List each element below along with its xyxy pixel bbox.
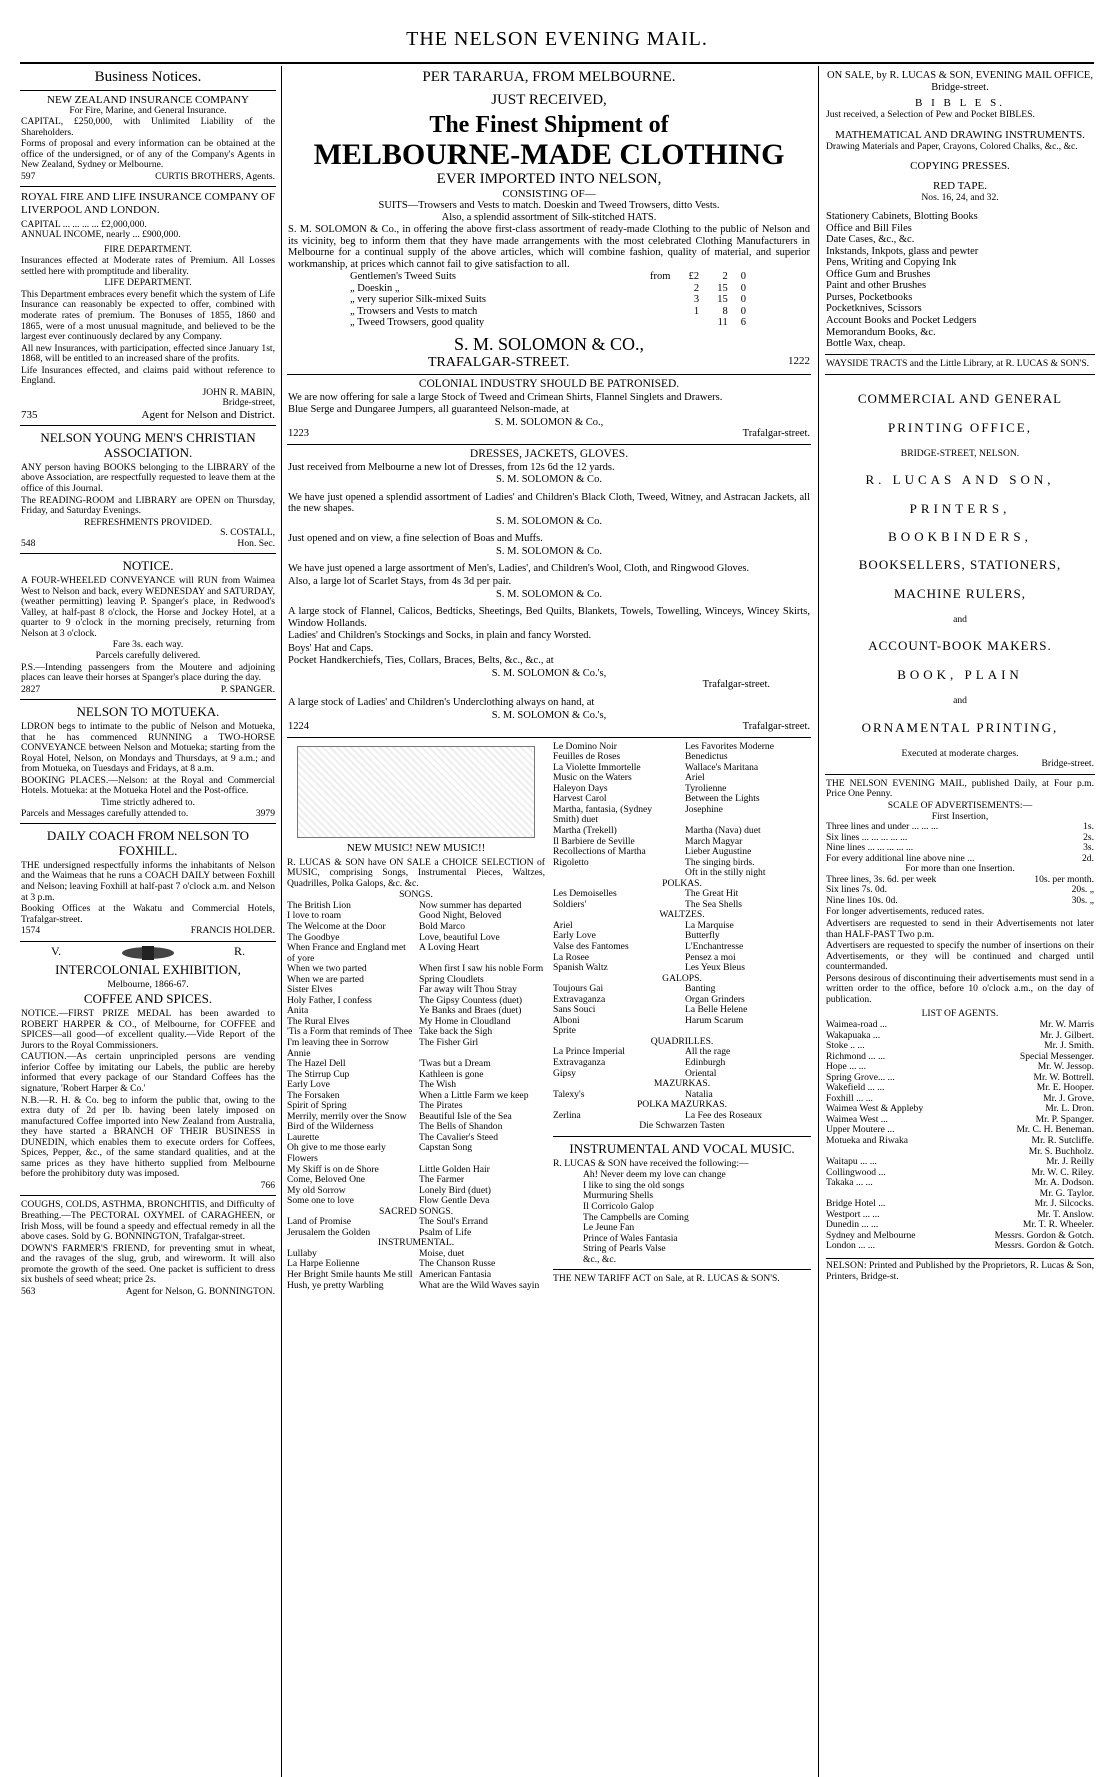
price-shillings: 15 [717, 282, 728, 294]
agents-list [826, 1020, 1094, 1252]
list-item: Prince of Wales Fantasia [583, 1232, 678, 1244]
list-item: Oh give to me those early Flowers [287, 1142, 386, 1164]
polkas-list [553, 889, 811, 910]
list-item: Lieber Augustine [685, 846, 752, 858]
list-item: Sans Souci [553, 1004, 596, 1016]
agent-row-label: Waimea West ... [826, 1113, 888, 1125]
list-item: 'Tis a Form that reminds of Thee [287, 1026, 413, 1038]
agent-row-value: Mr. W. C. Riley. [1031, 1166, 1094, 1178]
agent-row-value: Mr. J. Smith. [1044, 1040, 1094, 1052]
dresses-ad: DRESSES, JACKETS, GLOVES. Just received from Melbourne a new lot of Dresses, from 12s 6d the 12 yards. S. M. SOLOMON & Co. We have just opened a splendid assortment of Ladies' and Children's Black Cloth, Tweed, Witney, and Astracan Jackets, all the new shapes. S. M. SOLOMON & Co. Just opened and on view, a fine selection of Boas and Muffs. S. M. SOLOMON & Co. We have just opened a large assortment of Men's, Ladies', and Children's Wool, Cloth, and Ringwood Gloves. Also, a large lot of Scarlet Stays, from 4s 3d per pair. S. M. SOLOMON & Co. A large stock of Flannel, Calicos, Bedticks, Sheetings, Bed Quilts, Blankets, Towels, Towelling, Winceys, Wincey Skirts, Window Hollands. Ladies' and Children's Stockings and Socks, in plain and fancy Worsted. Boys' Hat and Caps. Pocket Handkerchiefs, Ties, Collars, Braces, Belts, &c., &c., at S. M. SOLOMON & Co.'s, Trafalgar-street. A large stock of Ladies' and Children's Underclothing always on hand, at S. M. SOLOMON & Co.'s, 1224 Trafalgar-street. [287, 445, 811, 738]
coughs-ad: COUGHS, COLDS, ASTHMA, BRONCHITIS, and Difficulty of Breathing.—The PECTORAL OXYMEL of CARAGHEEN, or Irish Moss, will be found a speedy and effectual remedy in all the above cases. Sold by G. BONNINGTON, Trafalgar-street. DOWN'S FARMER'S FRIEND, for preventing smut in wheat, and the ravages of the slug, grub, and wireworm. It will also promote the growth of the seed. One packet is sufficient to dress six bushels of seed wheat; price 2s. 563 Agent for Nelson, G. BONNINGTON. [21, 1199, 275, 1297]
list-item: Psalm of Life [419, 1226, 472, 1238]
list-item: The Forsaken [287, 1089, 340, 1101]
music-left-subcolumn: NEW MUSIC! NEW MUSIC!! R. LUCAS & SON have ON SALE a CHOICE SELECTION of MUSIC, comprising Songs, Instrumental Pieces, Waltzes, Quadrilles, Polka Galops, &c. &c. SONGS. The British Lion Now summer has departed I love to roam Good Night, Beloved The Welcome at the Door Bold Marco The Goodbye Love, beautiful Love When France and England met of yore A Loving Heart When we two parted When first I saw his noble Form When we are parted Spring Cloudlets Sister Elves Far away wilt Thou Stray Holy Father, I confess The Gipsy Countess (duet) Anita Ye Banks and Braes (duet) The Rural Elves My Home in Cloudland 'Tis a Form that reminds of Thee Take back the Sigh I'm leaving thee in Sorrow Annie The Fisher Girl The Hazel Dell 'Twas but a Dream The Stirrup Cup Kathleen is gone Early Love The Wish The Forsaken When a Little Farm we keep Spirit of Spring The Pirates Merrily, merrily over the Snow Beautiful Isle of the Sea Bird of the Wilderness The Bells of Shandon Laurette The Cavalier's Steed Oh give to me those early Flowers Capstan Song My Skiff is on de Shore Little Golden Hair Come, Beloved One The Farmer My old Sorrow Lonely Bird (duet) Some one to love Flow Gentle Deva SACRED SONGS. Land of Promise The Soul's Errand Jerusalem the Golden Psalm of Life INSTRUMENTAL. Lullaby Moise, duet La Harpe Eolienne The Chanson Russe Her Bright Smile haunts Me still American Fantasia Hush, ye pretty Warbling What are the Wild Waves sayin [287, 742, 545, 1292]
list-item: Le Jeune Fan [583, 1222, 635, 1234]
list-item: The Wish [419, 1079, 457, 1091]
price-pounds [672, 317, 701, 329]
list-item: What are the Wild Waves sayin [419, 1279, 540, 1291]
list-item: The singing birds. [685, 856, 755, 868]
rate-row-value: 1s. [1083, 821, 1094, 833]
price-pounds: 2 [693, 282, 700, 294]
printing-office-ad: COMMERCIAL AND GENERAL PRINTING OFFICE, BRIDGE-STREET, NELSON. R. LUCAS AND SON, PRINTERS, BOOKBINDERS, BOOKSELLERS, STATIONERS, MACHINE RULERS, and ACCOUNT-BOOK MAKERS. BOOK, PLAIN and ORNAMENTAL PRINTING, Executed at moderate charges. Bridge-street. [825, 375, 1095, 775]
list-item: La Marquise [685, 919, 734, 931]
list-item: Pens, Writing and Copying Ink [826, 257, 957, 269]
rate-row-label: Three lines and under ... ... ... [826, 821, 939, 833]
list-item: Extravaganza [553, 993, 606, 1005]
list-item: Benedictus [685, 751, 728, 763]
list-item: Account Books and Pocket Ledgers [826, 315, 977, 327]
list-item: Love, beautiful Love [419, 931, 500, 943]
price-row [348, 317, 748, 329]
list-item: Extravaganza [553, 1057, 606, 1068]
list-item: Oft in the stilly night [685, 867, 766, 879]
rate-row-value: 2s. [1083, 831, 1094, 843]
tariff-notice: THE NEW TARIFF ACT on Sale, at R. LUCAS & SON'S. [553, 1273, 780, 1285]
agent-row [826, 1041, 1094, 1052]
price-row [348, 271, 748, 283]
list-item: L'Enchantresse [685, 940, 744, 952]
list-item: Edinburgh [685, 1057, 726, 1068]
list-item: Between the Lights [685, 793, 760, 805]
list-item: Kathleen is gone [419, 1068, 484, 1080]
list-item: String of Pearls Valse [583, 1243, 666, 1255]
list-item: When a Little Farm we keep [419, 1089, 529, 1101]
list-item: Land of Promise [287, 1216, 351, 1228]
agent-row [826, 1241, 1094, 1252]
agent-row [826, 1020, 1094, 1031]
agent-row-value: Mr. W. Marris [1039, 1018, 1094, 1030]
instrumental-list [287, 1249, 545, 1291]
price-item: „ Doeskin „ [350, 282, 400, 294]
list-item: The Fisher Girl [419, 1036, 479, 1048]
price-item: „ Trowsers and Vests to match [350, 305, 478, 317]
list-item: Spring Cloudlets [419, 973, 484, 985]
list-item: Tyrolienne [685, 782, 727, 794]
column-divider-left [281, 66, 282, 1777]
agent-row-label: Foxhill ... ... [826, 1092, 873, 1104]
list-item: The Gipsy Countess (duet) [419, 994, 523, 1006]
list-item: My old Sorrow [287, 1184, 346, 1196]
list-item: Far away wilt Thou Stray [419, 984, 517, 996]
list-item: Lullaby [287, 1247, 317, 1259]
list-item: Soldiers' [553, 898, 587, 910]
list-item: The Great Hit [685, 888, 739, 900]
price-from [624, 317, 672, 329]
list-item: Talexy's [553, 1088, 585, 1100]
list-item: When we are parted [287, 973, 364, 985]
list-item: The Pirates [419, 1100, 463, 1112]
list-item: Martha (Nava) duet [685, 824, 761, 836]
list-item: Moise, duet [419, 1247, 465, 1259]
agent-row-label: Westport ... ... [826, 1208, 880, 1220]
agent-row-value: Mr. J. Gilbert. [1039, 1029, 1094, 1041]
list-item: The Cavalier's Steed [419, 1131, 498, 1143]
list-item: A Loving Heart [419, 942, 480, 954]
list-item: Les Yeux Bleus [685, 962, 745, 974]
list-item: Josephine [685, 803, 723, 815]
list-item: Pensez a moi [685, 951, 736, 963]
price-from [624, 306, 672, 318]
list-item: Feuilles de Roses [553, 751, 621, 763]
agent-row-label: Wakapuaka ... [826, 1029, 881, 1041]
price-from [624, 283, 672, 295]
month-rate-row-value: 10s. per month. [1034, 873, 1094, 885]
list-item: The British Lion [287, 899, 351, 911]
list-item: Laurette [287, 1131, 319, 1143]
list-item: March Magyar [685, 835, 743, 847]
agent-row-value: Mr. L. Dron. [1045, 1103, 1094, 1115]
agent-row-value: Mr. J. Reilly [1046, 1156, 1094, 1168]
list-item: I'm leaving thee in Sorrow Annie [287, 1036, 389, 1059]
list-item: Bold Marco [419, 920, 466, 932]
list-item: Some one to love [287, 1195, 354, 1207]
price-shillings: 15 [717, 294, 728, 306]
waltzes-list [553, 921, 811, 974]
list-item: Ye Banks and Braes (duet) [419, 1005, 522, 1017]
agent-row-label: Wakefield ... ... [826, 1082, 885, 1094]
melbourne-clothing-ad: PER TARARUA, FROM MELBOURNE. JUST RECEIVED, The Finest Shipment of MELBOURNE-MADE CLOTHING EVER IMPORTED INTO NELSON, CONSISTING OF— SUITS—Trowsers and Vests to match. Doeskin and Tweed Trowsers, ditto Vests. Also, a splendid assortment of Silk-stitched HATS. S. M. SOLOMON & Co., in offering the above first-class assortment of ready-made Clothing to the public of Nelson and its vicinity, beg to inform them that they have made arrangements with the most celebrated Clothing Manufacturers in Melbourne for a continual supply of the above articles, which will combine fashion, quality of material, and superior workmanship, at prices which cannot fail to give satisfaction to all. Gentlemen's Tweed Suits from £2 2 0 „ Doeskin „ 2 15 0 „ very superior Silk-mixed Suits 3 15 0 „ Trowsers and Vests to match 1 8 0 „ Tweed Trowsers, good quality 11 6 S. M. SOLOMON & CO., TRAFALGAR-STREET. 1222 [287, 66, 811, 375]
royal-arms-icon [118, 945, 178, 961]
agent-row-label: Waimea West & Appleby [826, 1103, 924, 1115]
list-item: Flow Gentle Deva [419, 1195, 490, 1207]
list-item: Pocketknives, Scissors [826, 303, 922, 315]
price-row [348, 294, 748, 306]
agent-row-label: Waitapu ... ... [826, 1156, 877, 1168]
list-item: Recollections of Martha [553, 846, 646, 858]
list-item: Office Gum and Brushes [826, 268, 931, 280]
agent-row-value: Mr. A. Dodson. [1034, 1177, 1094, 1189]
month-rate-row-value: 30s. „ [1071, 894, 1094, 906]
agent-row-label: London ... ... [826, 1240, 876, 1252]
list-item: Now summer has departed [419, 899, 522, 911]
list-item: The Hazel Dell [287, 1058, 346, 1070]
clothing-price-list [348, 271, 748, 329]
price-item: Gentlemen's Tweed Suits [350, 271, 456, 283]
rate-row-value: 2d. [1082, 852, 1094, 864]
price-pence: 6 [740, 317, 746, 329]
list-item: Haleyon Days [553, 782, 608, 794]
agent-row-label: Takaka ... ... [826, 1177, 873, 1189]
list-item: Il Corricolo Galop [583, 1200, 654, 1212]
pieces-list [553, 742, 811, 879]
newspaper-title: THE NELSON EVENING MAIL. [406, 28, 708, 50]
list-item: La Harpe Eolienne [287, 1258, 360, 1270]
rate-row-value: 3s. [1083, 842, 1094, 854]
agent-row-value: Mr. J. Grove. [1043, 1092, 1094, 1104]
list-item: American Fantasia [419, 1269, 492, 1281]
price-pounds: 3 [693, 294, 700, 306]
list-item: Memorandum Books, &c. [826, 326, 936, 338]
rate-row-label: For every additional line above nine ... [826, 852, 975, 864]
list-item: My Home in Cloudland [419, 1015, 511, 1027]
list-item: Les Demoiselles [553, 888, 617, 900]
list-item: The Sea Shells [685, 898, 743, 910]
list-item: The Campbells are Coming [583, 1211, 689, 1223]
rate-row-label: Nine lines ... ... ... ... ... [826, 842, 914, 854]
list-item: Early Love [287, 1079, 330, 1091]
list-item: Early Love [553, 930, 596, 942]
music-engraving [297, 746, 535, 838]
songs-list [287, 901, 545, 1207]
agent-row-value: Mr. S. Buchholz. [1028, 1145, 1094, 1157]
agent-row-value: Mr. G. Taylor. [1039, 1187, 1094, 1199]
list-item: Zerlina [553, 1109, 581, 1121]
list-item: I love to roam [287, 910, 342, 922]
agent-row-value: Mr. W. Bottrell. [1033, 1071, 1094, 1083]
colonial-industry-ad: COLONIAL INDUSTRY SHOULD BE PATRONISED. We are now offering for sale a large Stock of Tweed and Crimean Shirts, Flannel Singlets and Drawers. Blue Serge and Dungaree Jumpers, all guaranteed Nelson-made, at S. M. SOLOMON & Co., 1223 Trafalgar-street. [287, 375, 811, 445]
nz-insurance-ad: NEW ZEALAND INSURANCE COMPANY For Fire, Marine, and General Insurance. CAPITAL, £250,000, with Unlimited Liability of the Shareholders. Forms of proposal and every information can be obtained at the office of the undersigned, or of any of the Company's Agents in New Zealand, Sydney or Melbourne. 597 CURTIS BROTHERS, Agents. [20, 91, 276, 188]
list-item: Merrily, merrily over the Snow [287, 1110, 407, 1122]
middle-column [287, 66, 811, 1777]
list-item: Inkstands, Inkpots, glass and pewter [826, 245, 979, 257]
list-item: Harvest Carol [553, 793, 607, 805]
list-item: Spirit of Spring [287, 1100, 347, 1112]
price-pence: 0 [740, 294, 746, 306]
list-item: Butterfly [685, 930, 720, 942]
rates-list [826, 822, 1094, 864]
sacred-songs-list [287, 1217, 545, 1238]
list-item: Paint and other Brushes [826, 280, 927, 292]
list-item: Le Domino Noir [553, 740, 617, 752]
price-shillings: 2 [722, 271, 728, 283]
list-item: Spanish Waltz [553, 962, 608, 974]
agent-row-label: Stoke .. ... [826, 1040, 865, 1052]
imprint: NELSON: Printed and Published by the Proprietors, R. Lucas & Son, Printers, Bridge-st. [826, 1259, 1094, 1282]
list-item: My Skiff is on de Shore [287, 1163, 379, 1175]
list-item: Come, Beloved One [287, 1174, 366, 1186]
list-item [553, 868, 679, 879]
list-item: When France and England met of yore [287, 942, 406, 964]
list-item: La Belle Helene [685, 1004, 748, 1016]
list-item: 'Twas but a Dream [419, 1058, 491, 1070]
price-from: from [650, 271, 671, 283]
agent-row-label: Upper Moutere ... [826, 1124, 895, 1136]
masthead [0, 28, 1114, 64]
price-pounds: £2 [688, 271, 700, 283]
coffee-spices-ad: V. R. INTERCOLONIAL EXHIBITION, Melbourne, 1866-67. COFFEE AND SPICES. NOTICE.—FIRST PRIZE MEDAL has been awarded to ROBERT HARPER & CO., of Melbourne, for COFFEE and SPICES—all good—of excellent quality.—Vide Report of the Jurors to the Royal Commissioners. CAUTION.—As certain unprincipled persons are vending inferior Coffee by imitating our Labels, the public are hereby informed that every package of our Standard Coffees has the signature, 'Robert Harper & Co.' N.B.—R. H. & Co. beg to inform the public that, owing to the extra duty of 2d per lb. having been lately imposed on manufactured Coffee imported into New Zealand from Australia, they have started a BRANCH OF THEIR BUSINESS in DUNEDIN, which enables them to execute orders for Coffees, Spices, Pepper, &c., of the same standard qualities, and at the same prices as they have hitherto supplied from Melbourne before the prohibitory duty was imposed. 766 [20, 942, 276, 1197]
list-item: Ariel [553, 919, 573, 931]
agent-row-label: Waimea-road ... [826, 1018, 888, 1030]
price-pence: 0 [740, 305, 746, 317]
agent-row-value: Mr. J. Silcocks. [1034, 1198, 1094, 1210]
list-item: Gipsy [553, 1067, 576, 1079]
list-item: Murmuring Shells [583, 1190, 654, 1202]
list-item: Les Favorites Moderne [685, 740, 774, 752]
list-item: Purses, Pocketbooks [826, 291, 913, 303]
list-item: Bird of the Wilderness [287, 1121, 374, 1133]
list-item: Capstan Song [419, 1142, 473, 1154]
on-sale-bibles-ad: ON SALE, by R. LUCAS & SON, EVENING MAIL OFFICE, Bridge-street. B I B L E S. Just received, a Selection of Pew and Pocket BIBLES. MATHEMATICAL AND DRAWING INSTRUMENTS. Drawing Materials and Paper, Crayons, Colored Chalks, &c., &c. COPYING PRESSES. RED TAPE. Nos. 16, 24, and 32. Stationery Cabinets, Blotting Books Office and Bill Files Date Cases, &c., &c. Inkstands, Inkpots, glass and pewter Pens, Writing and Copying Ink Office Gum and Brushes Paint and other Brushes Purses, Pocketbooks Pocketknives, Scissors Account Books and Pocket Ledgers Memorandum Books, &c. Bottle Wax, cheap. [825, 66, 1095, 355]
list-item: Jerusalem the Golden [287, 1226, 371, 1238]
column-divider-right [818, 66, 819, 1777]
agent-row-value: Mr. T. Anslow. [1037, 1208, 1094, 1220]
agent-row-label: Collingwood ... [826, 1166, 886, 1178]
list-item: Martha, fantasia, (Sydney Smith) duet [553, 803, 653, 826]
agent-row [826, 1136, 1094, 1147]
rate-row-label: Six lines ... ... ... ... ... [826, 831, 908, 843]
list-item: Il Barbiere de Seville [553, 835, 635, 847]
list-item: The Chanson Russe [419, 1258, 496, 1270]
list-item: The Welcome at the Door [287, 920, 386, 932]
list-item: Lonely Bird (duet) [419, 1184, 491, 1196]
price-from [624, 294, 672, 306]
list-item: All the rage [685, 1046, 731, 1058]
agent-row-label: Motueka and Riwaka [826, 1134, 909, 1146]
wayside-tracts-ad: WAYSIDE TRACTS and the Little Library, at R. LUCAS & SON'S. [825, 355, 1095, 376]
list-item: Organ Grinders [685, 993, 745, 1005]
list-item: I like to sing the old songs [583, 1179, 685, 1191]
list-item: When we two parted [287, 963, 367, 975]
list-item: Ah! Never deem my love can change [583, 1169, 726, 1181]
list-item: Harum Scarum [685, 1014, 744, 1026]
list-item: Date Cases, &c., &c. [826, 234, 915, 246]
foxhill-coach-ad: DAILY COACH FROM NELSON TO FOXHILL. THE undersigned respectfully informs the inhabitants of Nelson and the Waimeas that he runs a COACH DAILY between Foxhill and Nelson; leaving Foxhill at half-past 7 o'clock a.m. and Nelson at 3 p.m. Booking Offices at the Wakatu and Commercial Hotels, Trafalgar-street. 1574 FRANCIS HOLDER. [20, 824, 276, 942]
ymca-ad: NELSON YOUNG MEN'S CHRISTIAN ASSOCIATION. ANY person having BOOKS belonging to the LIBRARY of the above Association, are respectfully requested to leave them at the office of this Journal. The READING-ROOM and LIBRARY are OPEN on Thursday, Friday, and Saturday Evenings. REFRESHMENTS PROVIDED. S. COSTALL, 548 Hon. Sec. [20, 426, 276, 554]
month-rate-row-value: 20s. „ [1071, 884, 1094, 896]
agent-row-label: Bridge Hotel ... [826, 1198, 886, 1210]
agent-row-label: Dunedin ... ... [826, 1219, 879, 1231]
agent-row-value: Mr. R. Sutcliffe. [1031, 1134, 1094, 1146]
business-notices-heading: Business Notices. [20, 66, 276, 91]
list-item: The Farmer [419, 1174, 465, 1186]
music-right-subcolumn: Le Domino Noir Les Favorites Moderne Feuilles de Roses Benedictus La Violette Immortelle Wallace's Maritana Music on the Waters Ariel Haleyon Days Tyrolienne Harvest Carol Between the Lights Martha, fantasia, (Sydney Smith) duet Josephine Martha (Trekell) Martha (Nava) duet Il Barbiere de Seville March Magyar Recollections of Martha Lieber Augustine Rigoletto The singing birds. Oft in the stilly night POLKAS. Les Demoiselles The Great Hit Soldiers' The Sea Shells WALTZES. Ariel La Marquise Early Love Butterfly Valse des Fantomes L'Enchantresse La Rosee Pensez a moi Spanish Waltz Les Yeux Bleus GALOPS. Toujours Gai Banting Extravaganza Organ Grinders Sans Souci La Belle Helene Alboni Harum Scarum Sprite QUADRILLES. La Prince Imperial All the rage Extravaganza Edinburgh Gipsy Oriental MAZURKAS. Talexy's Natalia POLKA MAZURKAS. Zerlina La Fee des Roseaux Die Schwarzen Tasten INSTRUMENTAL AND VOCAL MUSIC. R. LUCAS & SON have received the following:— Ah! Never deem my love can change I like to sing the old songs Murmuring Shells Il Corricolo Galop The Campbells are Coming Le Jeune Fan Prince of Wales Fantasia String of Pearls Valse &c., &c. THE NEW TARIFF ACT on Sale, at R. LUCAS & SON'S. [553, 742, 811, 1292]
price-row [348, 283, 748, 295]
masthead-rule [20, 62, 1094, 64]
list-item: La Violette Immortelle [553, 761, 641, 773]
list-item: Wallace's Maritana [685, 761, 759, 773]
agent-row-value: Mr. C. H. Beneman. [1016, 1124, 1094, 1136]
right-column [825, 66, 1095, 1777]
price-row [348, 306, 748, 318]
list-item: The Stirrup Cup [287, 1068, 350, 1080]
agent-row-value: Mr. W. Jessop. [1037, 1061, 1094, 1073]
list-item: Music on the Waters [553, 772, 632, 784]
month-rate-row-label: Nine lines 10s. 0d. [826, 894, 898, 906]
list-item: Holy Father, I confess [287, 994, 372, 1006]
price-item: „ Tweed Trowsers, good quality [350, 317, 485, 329]
list-item: Anita [287, 1005, 309, 1017]
list-item: Rigoletto [553, 856, 589, 868]
stationery-list [826, 211, 1094, 350]
list-item: The Bells of Shandon [419, 1121, 503, 1133]
list-item: Her Bright Smile haunts Me still [287, 1269, 413, 1281]
music-section [287, 738, 811, 1292]
list-item: Bottle Wax, cheap. [826, 338, 906, 350]
list-item: Ariel [685, 772, 705, 784]
royal-insurance-ad: ROYAL FIRE AND LIFE INSURANCE COMPANY OF LIVERPOOL AND LONDON. CAPITAL ... ... ... ... £2,000,000. ANNUAL INCOME, nearly ... £900,000. FIRE DEPARTMENT. Insurances effected at Moderate rates of Premium. All Losses settled here with promptitude and liberality. LIFE DEPARTMENT. This Department embraces every benefit which the system of Life Insurance can reasonably be expected to offer, combined with moderate rates of premium. The Bonuses of 1855, 1860 and 1865, were of a most unusual magnitude, and believed to be the largest ever continuously declared by any Company. All new Insurances, with participation, effected since January 1st, 1868, will be entitled to an increased share of the profits. Life Insurances effected, and claims paid without reference to England. JOHN R. MABIN, Bridge-street, 735 Agent for Nelson and District. [20, 187, 276, 426]
list-item: Take back the Sigh [419, 1026, 493, 1038]
agent-row-value: Messrs. Gordon & Gotch. [994, 1240, 1094, 1252]
list-item: Oriental [685, 1067, 717, 1079]
quadrilles-list [553, 1047, 811, 1079]
left-column [20, 66, 276, 1777]
agent-row-value: Mr. E. Hooper. [1036, 1082, 1094, 1094]
price-shillings: 8 [722, 305, 728, 317]
advertisement-scale: THE NELSON EVENING MAIL, published Daily, at Four p.m. Price One Penny. SCALE OF ADVERTISEMENTS:— First Insertion, Three lines and under ... ... ... 1s. Six lines ... ... ... ... ... 2s. Nine lines ... ... ... ... ... 3s. For every additional line above nine ... 2d. For more than one Insertion. Three lines, 3s. 6d. per week 10s. per month. Six lines 7s. 0d. 20s. „ Nine lines 10s. 0d. 30s. „ For longer advertisements, reduced rates. Advertisers are requested to send in their Advertisements not later than HALF-PAST Two p.m. Advertisers are requested to specify the number of insertions on their Advertisements, or they will be continued and charged until countermanded. Persons desirous of discontinuing their advertisements must send in a written order to the office, before 10 o'clock a.m., on the day of publication. LIST OF AGENTS. Waimea-road ... Mr. W. Marris Wakapuaka ... Mr. J. Gilbert. Stoke .. ... Mr. J. Smith. Richmond ... ... Special Messenger. Hope ... ... Mr. W. Jessop. Spring Grove... ... Mr. W. Bottrell. Wakefield ... ... Mr. E. Hooper. Foxhill ... ... Mr. J. Grove. Waimea West & Appleby Mr. L. Dron. Waimea West ... Mr. P. Spanger. Upper Moutere ... Mr. C. H. Beneman. Motueka and Riwaka Mr. R. Sutcliffe. Mr. S. Buchholz. Waitapu ... ... Mr. J. Reilly Collingwood ... Mr. W. C. Riley. Takaka ... ... Mr. A. Dodson. Mr. G. Taylor. Bridge Hotel ... Mr. J. Silcocks. Westport ... ... Mr. T. Anslow. Dunedin ... ... Mr. T. R. Wheeler. Sydney and Melbourne Messrs. Gordon & Gotch. London ... ... Messrs. Gordon & Gotch. NELSON: Printed and Published by the Proprietors, R. Lucas & Son, Printers, Bridge-st. [826, 777, 1094, 1282]
price-pence: 0 [740, 282, 746, 294]
galops-list [553, 984, 811, 1037]
list-item: Hush, ye pretty Warbling [287, 1279, 384, 1291]
list-item: Sprite [553, 1025, 576, 1037]
monthly-rates-list [826, 875, 1094, 907]
list-item: La Fee des Roseaux [685, 1109, 762, 1121]
list-item: Martha (Trekell) [553, 824, 617, 836]
agent-row-value: Mr. P. Spanger. [1035, 1113, 1094, 1125]
price-shillings: 11 [717, 317, 728, 329]
motueka-ad: NELSON TO MOTUEKA. LDRON begs to intimate to the public of Nelson and Motueka, that he has commenced RUNNING a TWO-HORSE CONVEYANCE between Nelson and Motueka; starting from the Royal Hotel, Nelson, on Mondays and Thursdays, at 9 a.m.; and from Motueka, on Tuesdays and Fridays, at 8 a.m. BOOKING PLACES.—Nelson: at the Royal and Commercial Hotels. Motueka: at the Motueka Hotel and the Post-office. Time strictly adhered to. Parcels and Messages carefully attended to. 3979 [20, 700, 276, 824]
price-pounds: 1 [693, 305, 700, 317]
list-item: Good Night, Beloved [419, 910, 502, 922]
price-pence: 0 [740, 271, 746, 283]
agent-row-label: Hope ... ... [826, 1061, 866, 1073]
list-item: Sister Elves [287, 984, 333, 996]
list-item: The Soul's Errand [419, 1216, 488, 1228]
agent-row-value: Mr. T. R. Wheeler. [1022, 1219, 1094, 1231]
list-item: The Rural Elves [287, 1015, 350, 1027]
list-item: Office and Bill Files [826, 222, 912, 234]
list-item: Banting [685, 983, 716, 995]
list-item: Alboni [553, 1014, 580, 1026]
list-item: Stationery Cabinets, Blotting Books [826, 211, 978, 223]
list-item: The Goodbye [287, 931, 340, 943]
month-rate-row [826, 896, 1094, 907]
list-item: When first I saw his noble Form [419, 963, 544, 975]
list-item: &c., &c. [583, 1253, 617, 1265]
list-item: Little Golden Hair [419, 1163, 490, 1175]
price-item: „ very superior Silk-mixed Suits [350, 294, 486, 306]
list-item: Beautiful Isle of the Sea [419, 1110, 512, 1122]
list-item: La Rosee [553, 951, 589, 963]
agent-row-label: Sydney and Melbourne [826, 1229, 916, 1241]
agent-row-label: Spring Grove... ... [826, 1071, 895, 1083]
list-item: Natalia [685, 1088, 713, 1100]
list-item: La Prince Imperial [553, 1046, 625, 1058]
agent-row-value: Messrs. Gordon & Gotch. [994, 1229, 1094, 1241]
agent-row-label: Richmond ... ... [826, 1050, 886, 1062]
month-rate-row-label: Six lines 7s. 0d. [826, 884, 888, 896]
instrumental-vocal-list [553, 1170, 811, 1265]
list-item: Toujours Gai [553, 983, 604, 995]
list-item: Valse des Fantomes [553, 940, 629, 952]
month-rate-row-label: Three lines, 3s. 6d. per week [826, 873, 937, 885]
conveyance-notice: NOTICE. A FOUR-WHEELED CONVEYANCE will RUN from Waimea West to Nelson and back, every WEDNESDAY and SATURDAY, (weather permitting) leaving P. Spanger's place, in Redwood's Valley, at half-past 8 o'clock, the Horse and Jockey Hotel, at a quarter to 9 o'clock in the morning precisely, returning from Nelson at 3 o'clock. Fare 3s. each way. Parcels carefully delivered. P.S.—Intending passengers from the Moutere and adjoining places can leave their horses at Spanger's place during the day. 2827 P. SPANGER. [20, 554, 276, 700]
agent-row-value: Special Messenger. [1019, 1050, 1094, 1062]
